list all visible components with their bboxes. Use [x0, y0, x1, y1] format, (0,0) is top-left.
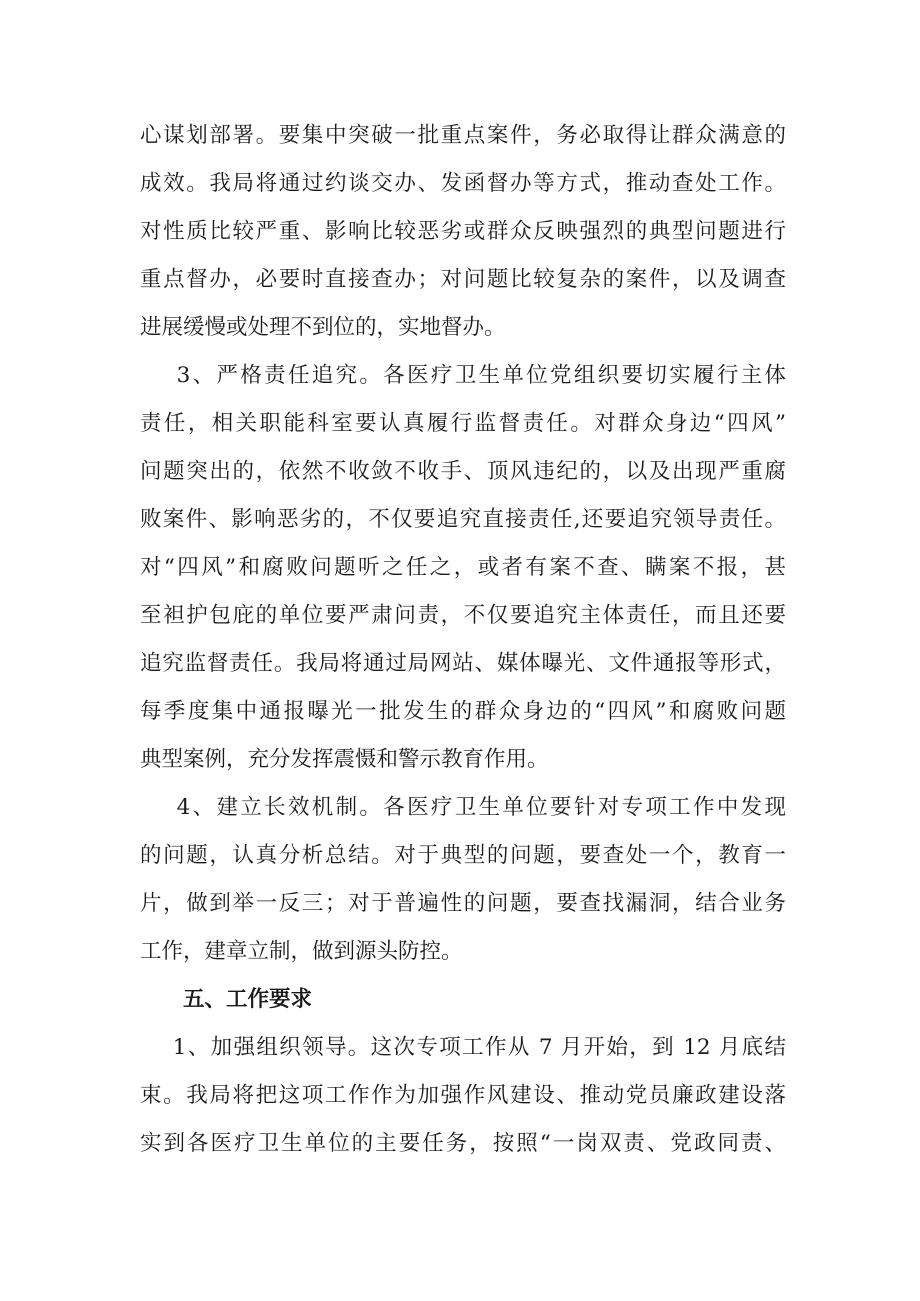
text-line: 问题突出的，依然不收敛不收手、顶风违纪的，以及出现严重腐 — [140, 459, 786, 484]
text-line: 责任，相关职能科室要认真履行监督责任。对群众身边“四风” — [140, 411, 786, 436]
text-line: 片，做到举一反三；对于普遍性的问题，要查找漏洞，结合业务 — [140, 891, 786, 916]
text-line: 对性质比较严重、影响比较恶劣或群众反映强烈的典型问题进行 — [140, 219, 786, 244]
text-line: 成效。我局将通过约谈交办、发函督办等方式，推动查处工作。 — [140, 171, 786, 196]
text-line: 每季度集中通报曝光一批发生的群众身边的“四风”和腐败问题 — [140, 699, 786, 724]
text-line: 1、加强组织领导。这次专项工作从 7 月开始，到 12 月底结 — [140, 1035, 786, 1060]
document-page — [140, 112, 786, 1168]
text-line: 败案件、影响恶劣的，不仅要追究直接责任,还要追究领导责任。 — [140, 507, 786, 532]
text-line: 4、建立长效机制。各医疗卫生单位要针对专项工作中发现 — [140, 795, 786, 820]
paragraph-block-1 — [140, 112, 786, 352]
text-line: 的问题，认真分析总结。对于典型的问题，要查处一个，教育一 — [140, 843, 786, 868]
text-line: 重点督办，必要时直接查办；对问题比较复杂的案件，以及调查 — [140, 267, 786, 292]
text-line: 束。我局将把这项工作作为加强作风建设、推动党员廉政建设落 — [140, 1083, 786, 1108]
text-line: 对“四风”和腐败问题听之任之，或者有案不查、瞒案不报，甚 — [140, 555, 786, 580]
text-line: 3、严格责任追究。各医疗卫生单位党组织要切实履行主体 — [140, 363, 786, 388]
paragraph-block-3 — [140, 784, 786, 976]
text-line: 进展缓慢或处理不到位的，实地督办。 — [140, 315, 506, 340]
text-line: 实到各医疗卫生单位的主要任务，按照“一岗双责、党政同责、 — [140, 1131, 786, 1156]
text-line: 心谋划部署。要集中突破一批重点案件，务必取得让群众满意的 — [140, 123, 786, 148]
text-line: 工作，建章立制，做到源头防控。 — [140, 939, 463, 964]
text-line: 典型案例，充分发挥震慑和警示教育作用。 — [140, 747, 549, 772]
section-heading: 五、工作要求 — [183, 987, 313, 1012]
paragraph-block-4 — [140, 1024, 786, 1168]
text-line: 至袒护包庇的单位要严肃问责，不仅要追究主体责任，而且还要 — [140, 603, 786, 628]
paragraph-block-2 — [140, 352, 786, 784]
text-line: 追究监督责任。我局将通过局网站、媒体曝光、文件通报等形式， — [140, 651, 786, 676]
